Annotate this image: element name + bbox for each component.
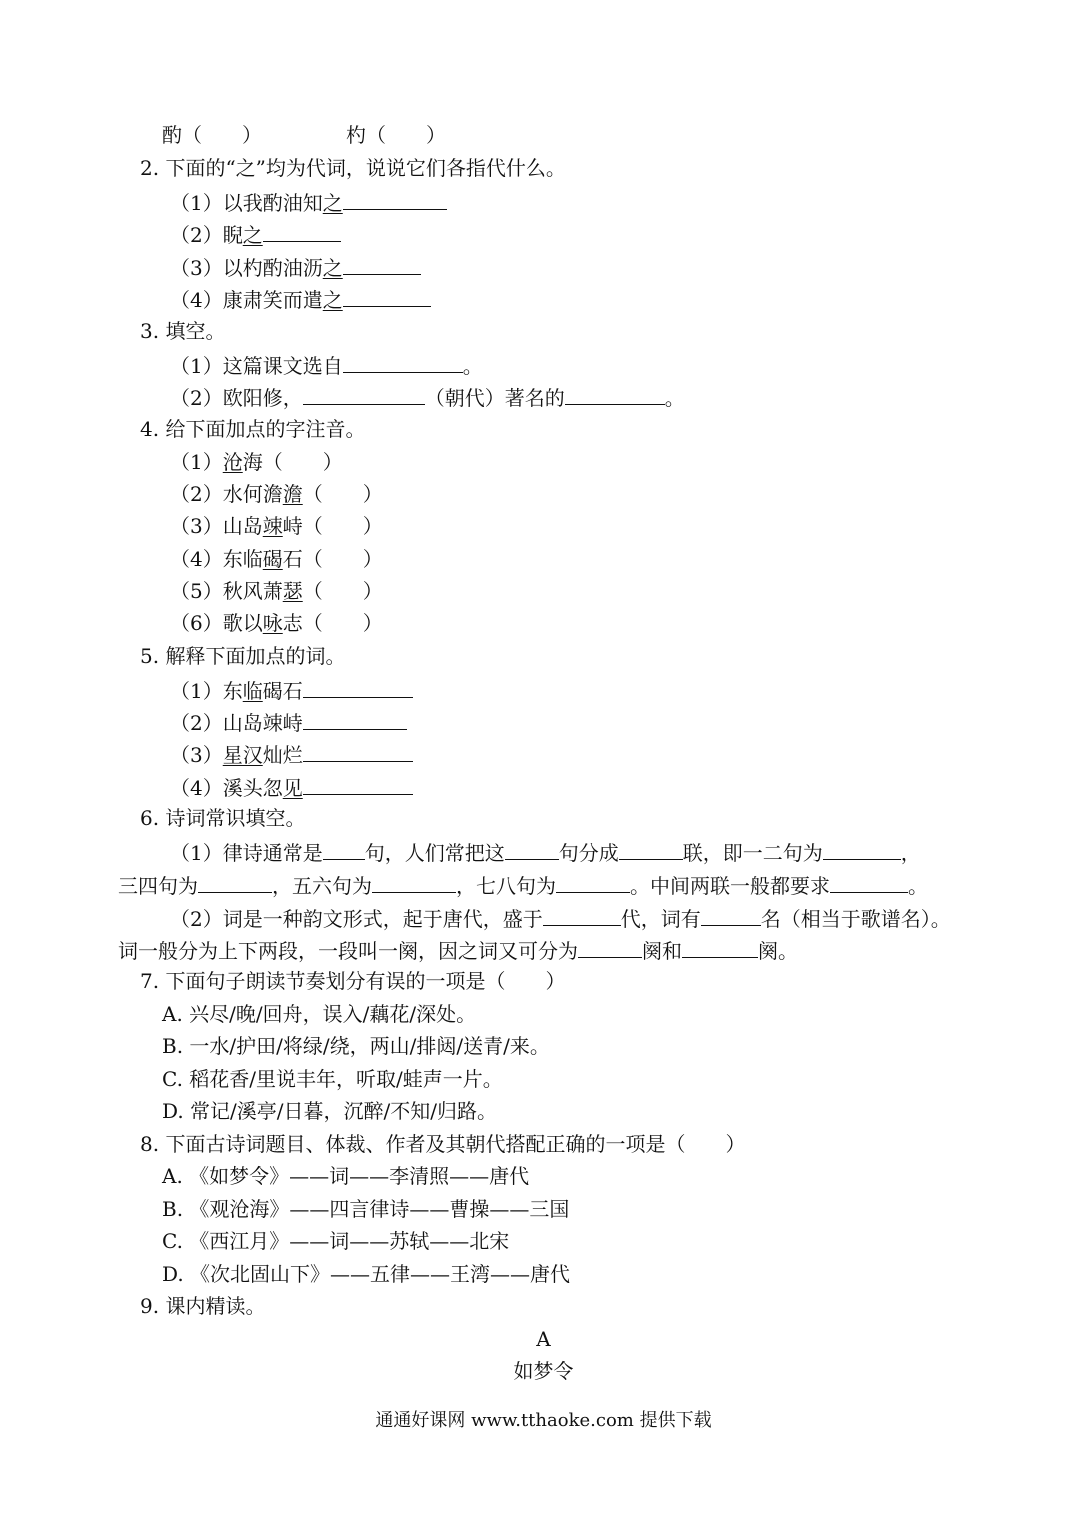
q5-item-3: （3）星汉灿烂 xyxy=(170,741,413,767)
q5-item-4: （4）溪头忽见 xyxy=(170,774,413,800)
q6-line-4: 词一般分为上下两段，一段叫一阕，因之词又可分为 阕和 阕。 xyxy=(118,939,798,963)
q7-option-a: A. 兴尽/晚/回舟，误入/藕花/深处。 xyxy=(162,1002,477,1026)
poem-title: 如梦令 xyxy=(513,1359,574,1383)
question-2-title: 2. 下面的“之”均为代词，说说它们各指代什么。 xyxy=(140,156,566,180)
q8-option-c: C. 《西江月》——词——苏轼——北宋 xyxy=(162,1229,510,1253)
question-6-title: 6. 诗词常识填空。 xyxy=(140,806,306,830)
q2-item-2: （2）睨之 xyxy=(170,221,341,247)
top-item-b: 杓（ ） xyxy=(346,123,446,147)
q8-option-a: A. 《如梦令》——词——李清照——唐代 xyxy=(162,1164,530,1188)
q3-item-1: （1）这篇课文选自 。 xyxy=(170,354,483,378)
top-line xyxy=(162,123,446,147)
question-7-title: 7. 下面句子朗读节奏划分有误的一项是（ ） xyxy=(140,969,566,993)
q4-item-6: （6）歌以咏志（ ） xyxy=(170,611,383,635)
question-9-title: 9. 课内精读。 xyxy=(140,1294,266,1318)
q4-item-4: （4）东临碣石（ ） xyxy=(170,547,383,571)
q4-item-1: （1）沧海（ ） xyxy=(170,450,343,474)
q6-line-3: （2）词是一种韵文形式，起于唐代，盛于 代，词有 名（相当于歌谱名）。 xyxy=(170,907,951,931)
q8-option-d: D. 《次北固山下》——五律——王湾——唐代 xyxy=(162,1262,571,1286)
question-5-title: 5. 解释下面加点的词。 xyxy=(140,644,346,668)
q2-item-1: （1）以我酌油知之 xyxy=(170,189,447,215)
q4-item-5: （5）秋风萧瑟（ ） xyxy=(170,579,383,603)
q4-item-2: （2）水何澹澹（ ） xyxy=(170,482,383,506)
q5-item-1: （1）东临碣石 xyxy=(170,677,413,703)
q7-option-d: D. 常记/溪亭/日暮，沉醉/不知/归路。 xyxy=(162,1099,497,1123)
q3-item-2: （2）欧阳修， （朝代）著名的 。 xyxy=(170,386,685,410)
q7-option-c: C. 稻花香/里说丰年，听取/蛙声一片。 xyxy=(162,1067,503,1091)
page-footer: 通通好课网 www.tthaoke.com 提供下载 xyxy=(375,1410,712,1431)
question-3-title: 3. 填空。 xyxy=(140,319,226,343)
q2-item-3: （3）以杓酌油沥之 xyxy=(170,254,421,280)
q6-line-2: 三四句为 ，五六句为 ，七八句为 。中间两联一般都要求 。 xyxy=(118,874,928,898)
q6-line-1: （1）律诗通常是 句，人们常把这 句分成 联，即一二句为 ， xyxy=(170,841,921,865)
q2-item-4: （4）康肃笑而遣之 xyxy=(170,286,431,312)
q8-option-b: B. 《观沧海》——四言律诗——曹操——三国 xyxy=(162,1197,570,1221)
section-label: A xyxy=(536,1327,551,1351)
top-item-a: 酌（ ） xyxy=(162,123,262,147)
q4-item-3: （3）山岛竦峙（ ） xyxy=(170,514,383,538)
question-8-title: 8. 下面古诗词题目、体裁、作者及其朝代搭配正确的一项是（ ） xyxy=(140,1132,746,1156)
q7-option-b: B. 一水/护田/将绿/绕，两山/排闼/送青/来。 xyxy=(162,1034,550,1058)
q5-item-2: （2）山岛竦峙 xyxy=(170,709,407,735)
question-4-title: 4. 给下面加点的字注音。 xyxy=(140,417,366,441)
